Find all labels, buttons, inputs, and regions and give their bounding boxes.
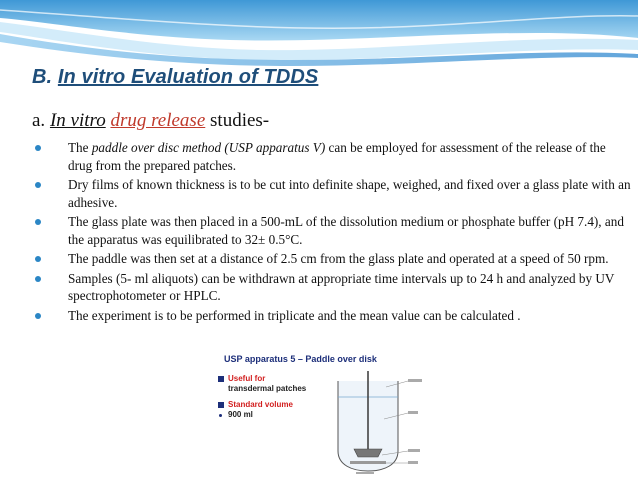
subheading-link-drug-release[interactable]: drug release: [110, 110, 206, 131]
slide-title: [32, 66, 318, 89]
bullet-text: Dry films of known thickness is to be cut into definite shape, weighed, and fixed over a glass plate with an adhesive.: [68, 177, 631, 210]
figure-useful-for-value: transdermal patches: [228, 384, 307, 393]
figure-title: USP apparatus 5 – Paddle over disk: [224, 354, 377, 364]
title-prefix: B.: [32, 66, 58, 88]
bullet-icon: [35, 313, 41, 319]
title-text: In vitro Evaluation of TDDS: [57, 66, 319, 88]
apparatus-figure: [212, 349, 426, 477]
bullet-icon: [35, 276, 41, 282]
subheading-suffix: studies-: [205, 110, 270, 131]
bullet-icon: [35, 219, 41, 225]
bullet-item: [32, 213, 632, 248]
bullet-text: Samples (5- ml aliquots) can be withdrawn at appropriate time intervals up to 24 h and analyzed by UV spectrophotometer or HPLC.: [68, 270, 615, 303]
bullet-item: [32, 307, 632, 325]
bullet-text: The glass plate was then placed in a 500-mL of the dissolution medium or phosphate buffer (pH 7.4), and the apparatus was equilibrated to 32± 0.5°C.: [68, 214, 624, 247]
figure-useful-for-label: Useful for: [218, 374, 328, 384]
figure-volume-label: Standard volume: [218, 400, 328, 410]
small-bullet-icon: [219, 414, 222, 417]
square-bullet-icon: [218, 402, 224, 408]
bullet-text: The paddle was then set at a distance of 2.5 cm from the glass plate and operated at a speed of 50 rpm.: [68, 251, 609, 266]
bullet-icon: [35, 256, 41, 262]
bullet-text: The paddle over disc method (USP apparatus V) can be employed for assessment of the release of the drug from the prepared patches.: [68, 140, 606, 173]
figure-volume-value: 900 ml: [218, 410, 328, 420]
subheading: [32, 110, 269, 132]
bullet-icon: [35, 145, 41, 151]
bullet-item: [32, 250, 632, 268]
bullet-list: [32, 139, 632, 324]
subheading-prefix: a.: [32, 110, 50, 131]
bullet-item: [32, 270, 632, 305]
bullet-icon: [35, 182, 41, 188]
header-wave-decoration: [0, 0, 638, 70]
subheading-in-vitro: In vitro: [49, 110, 106, 131]
figure-notes: [218, 374, 328, 420]
bullet-item: [32, 176, 632, 211]
square-bullet-icon: [218, 376, 224, 382]
bullet-item: [32, 139, 632, 174]
paddle-over-disk-diagram: [324, 369, 424, 475]
bullet-text: The experiment is to be performed in triplicate and the mean value can be calculated .: [68, 307, 521, 323]
